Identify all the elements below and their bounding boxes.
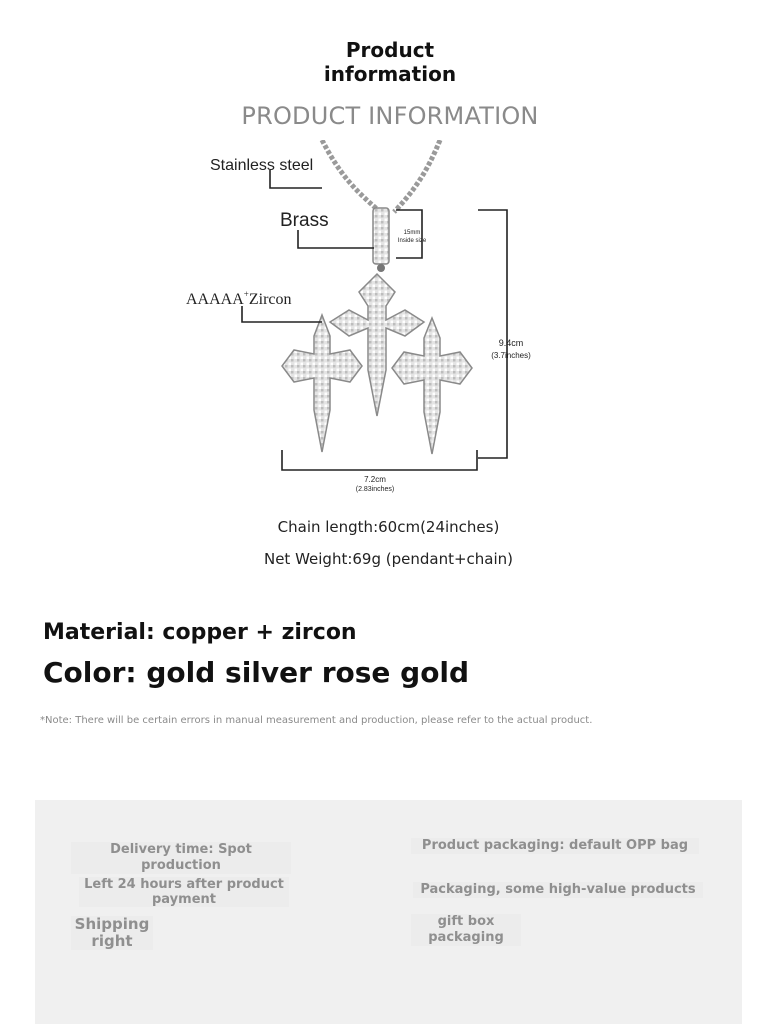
height-cm: 9.4cm <box>498 338 524 348</box>
page-subtitle: PRODUCT INFORMATION <box>241 102 539 130</box>
width-cm: 7.2cm <box>364 475 386 484</box>
color-text: Color: gold silver rose gold <box>43 656 470 689</box>
gift-box-packaging: gift box packaging <box>411 914 521 946</box>
page-title: Product information <box>323 38 457 86</box>
pendant-diagram <box>150 140 630 500</box>
rope-chain <box>322 140 440 212</box>
bail-size-line2: Inside size <box>397 238 427 244</box>
bail <box>373 208 389 264</box>
shipping-panel <box>35 800 742 1024</box>
label-zircon-grade: AAAAA+Zircon <box>186 289 292 308</box>
cross-pendant <box>282 274 472 454</box>
label-brass: Brass <box>280 210 329 231</box>
height-in: (3.7inches) <box>491 351 531 360</box>
shipping-right: Shipping right <box>71 916 153 950</box>
width-in: (2.83inches) <box>355 486 395 493</box>
measurement-note: *Note: There will be certain errors in manual measurement and production, please refer to the actual product. <box>40 715 593 726</box>
left-hours: Left 24 hours after product payment <box>79 877 289 907</box>
product-packaging: Product packaging: default OPP bag <box>411 838 699 854</box>
label-stainless-steel: Stainless steel <box>210 157 314 174</box>
material-text: Material: copper + zircon <box>43 620 357 645</box>
chain-length: Chain length:60cm(24inches) <box>277 518 500 536</box>
packaging-high-value: Packaging, some high-value products <box>413 882 703 898</box>
delivery-time: Delivery time: Spot production <box>71 842 291 874</box>
net-weight: Net Weight:69g (pendant+chain) <box>263 550 514 568</box>
bail-size-line1: 15mm <box>403 230 421 236</box>
